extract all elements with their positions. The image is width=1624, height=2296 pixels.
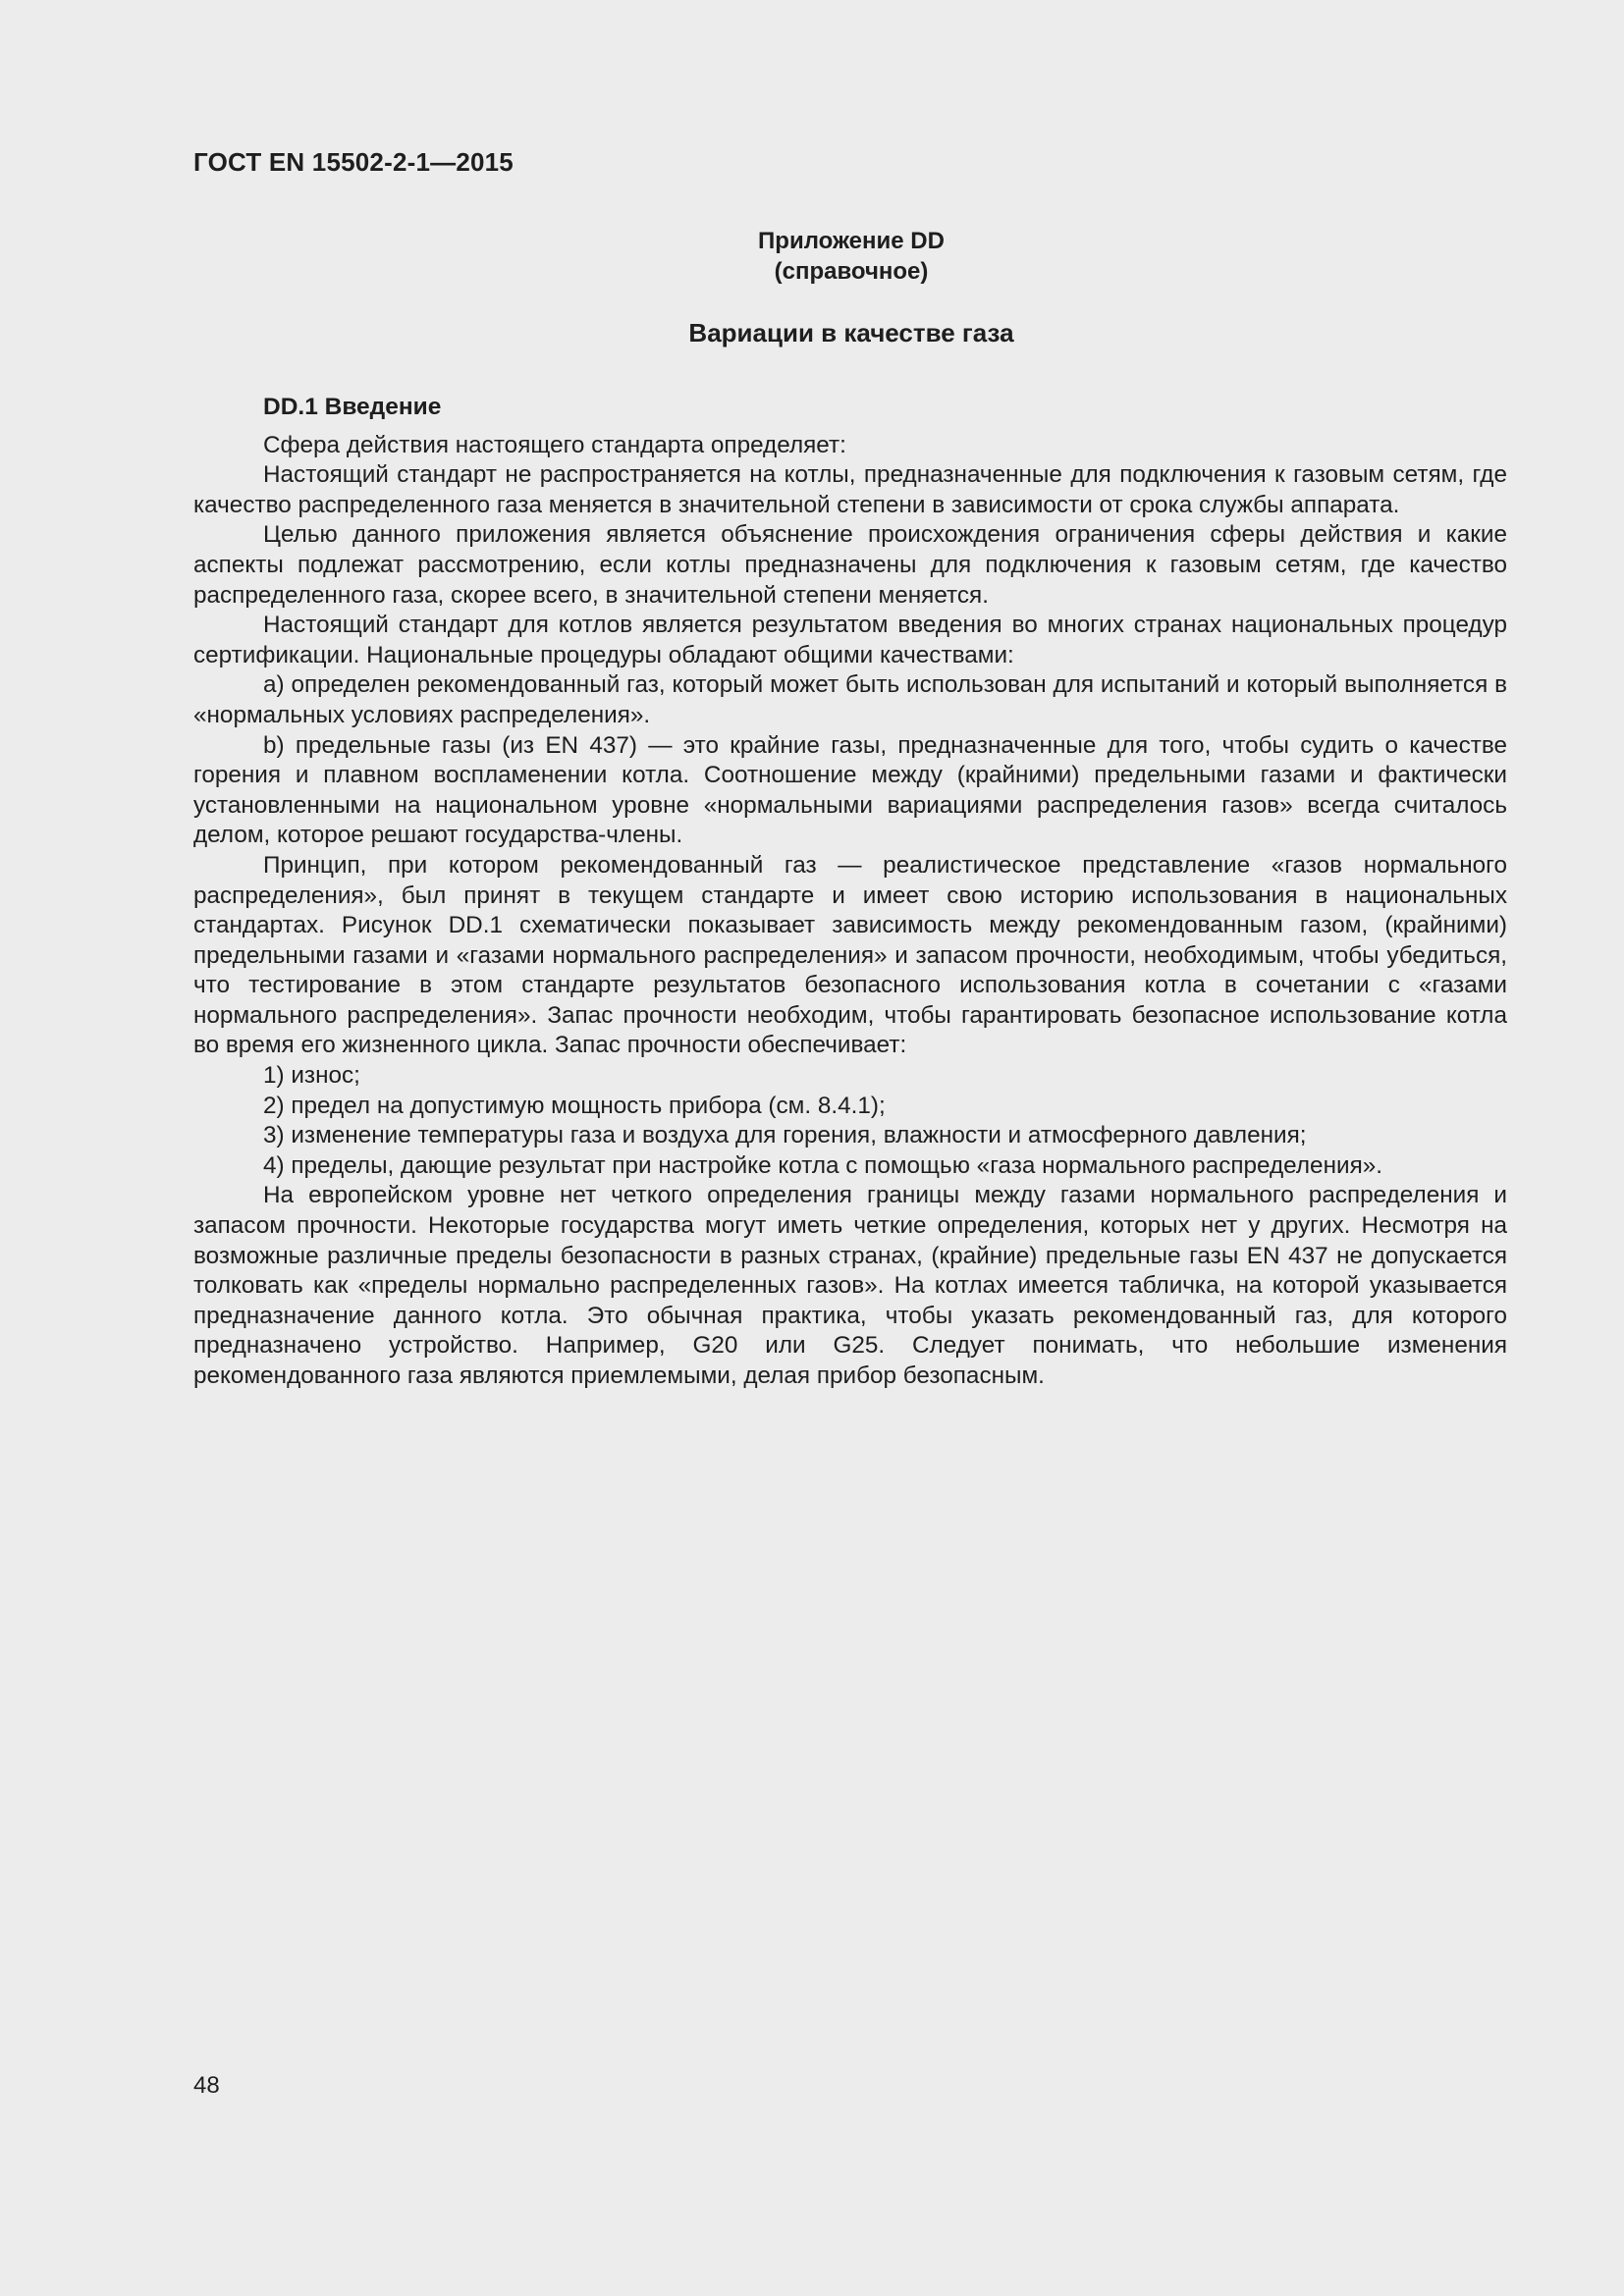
annex-title: Вариации в качестве газа	[688, 318, 1014, 347]
standard-designation: ГОСТ EN 15502-2-1—2015	[193, 147, 514, 177]
section-heading: DD.1 Введение	[263, 394, 442, 420]
list-item: 1) износ;	[263, 1062, 360, 1090]
list-item: 2) предел на допустимую мощность прибора (см. 8.4.1);	[263, 1092, 886, 1119]
section-body	[193, 393, 1507, 1392]
paragraph: Настоящий стандарт не распространяется на котлы, предназначенные для подключения к газовым сетям, где качество распределенного газа меняется в значительной степени в зависимости от срока службы аппарата.	[193, 461, 1507, 518]
list-item: a) определен рекомендованный газ, который может быть использован для испытаний и который выполняется в «нормальных условиях распределения».	[193, 671, 1507, 728]
annex-status: (справочное)	[774, 258, 929, 285]
paragraph: Принцип, при котором рекомендованный газ — реалистическое представление «газов нормального распределения», был принят в текущем стандарте и имеет свою историю использования в национальных стандартах. Рисунок DD.1 схематически показывает зависимость между рекомендованным газом, (крайними) предельными газами и «газами нормального распределения» и запасом прочности, необходимым, чтобы убедиться, что тестирование в этом стандарте результатов безопасного использования котла в сочетании с «газами нормального распределения». Запас прочности необходим, чтобы гарантировать безопасное использование котла во время его жизненного цикла. Запас прочности обеспечивает:	[193, 851, 1507, 1059]
paragraph: На европейском уровне нет четкого определения границы между газами нормального распределения и запасом прочности. Некоторые государства могут иметь четкие определения, которых нет у других. Несмотря на возможные различные пределы безопасности в разных странах, (крайние) предельные газы EN 437 не допускается толковать как «пределы нормально распределенных газов». На котлах имеется табличка, на которой указывается предназначение данного котла. Это обычная практика, чтобы указать рекомендованный газ, для которого предназначено устройство. Например, G20 или G25. Следует понимать, что небольшие изменения рекомендованного газа являются приемлемыми, делая прибор безопасным.	[193, 1182, 1507, 1389]
annex-label: Приложение DD	[758, 228, 945, 254]
paragraph: Настоящий стандарт для котлов является результатом введения во многих странах национальных процедур сертификации. Национальные процедуры обладают общими качествами:	[193, 612, 1507, 668]
list-item: b) предельные газы (из EN 437) — это крайние газы, предназначенные для того, чтобы судить о качестве горения и плавном воспламенении котла. Соотношение между (крайними) предельными газами и фактически установленными на национальном уровне «нормальными вариациями распределения газов» всегда считалось делом, которое решают государства-члены.	[193, 731, 1507, 849]
paragraph: Целью данного приложения является объяснение происхождения ограничения сферы действия и какие аспекты подлежат рассмотрению, если котлы предназначены для подключения к газовым сетям, где качество распределенного газа, скорее всего, в значительной степени меняется.	[193, 521, 1507, 609]
page-number: 48	[193, 2072, 220, 2099]
annex-heading	[0, 226, 1624, 287]
list-item: 3) изменение температуры газа и воздуха для горения, влажности и атмосферного давления;	[263, 1122, 1307, 1149]
paragraph: Сфера действия настоящего стандарта определяет:	[263, 431, 846, 458]
list-item: 4) пределы, дающие результат при настройке котла с помощью «газа нормального распределения».	[263, 1151, 1382, 1179]
